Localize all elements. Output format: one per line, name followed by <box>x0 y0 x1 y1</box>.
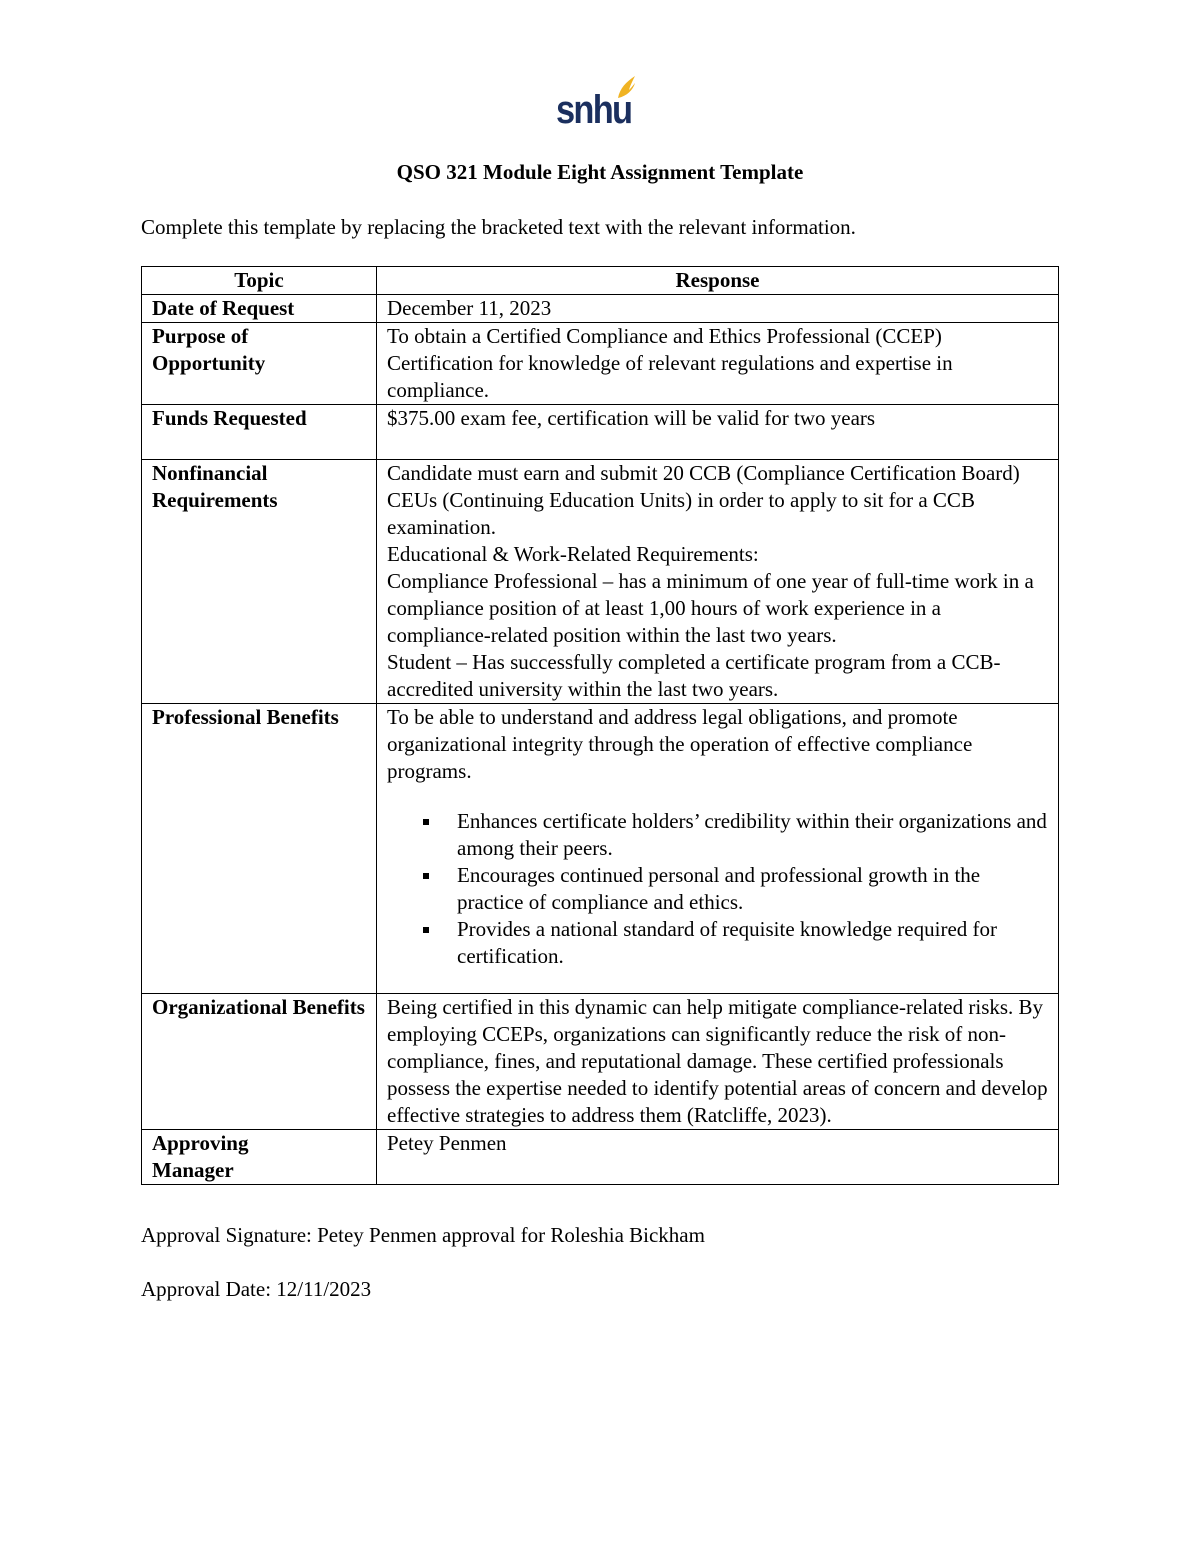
topic-cell: Nonfinancial Requirements <box>142 460 377 704</box>
list-item-text: Enhances certificate holders’ credibility within their organizations and among their peers. <box>457 809 1047 860</box>
response-cell <box>377 460 1059 704</box>
topic-cell: Date of Request <box>142 295 377 323</box>
square-bullet-icon <box>423 873 429 879</box>
response-cell: Petey Penmen <box>377 1130 1059 1185</box>
request-table <box>141 266 1059 1185</box>
logo-text: snhu <box>556 88 632 132</box>
response-cell: Being certified in this dynamic can help mitigate compliance-related risks. By employing CCEPs, organizations can significantly reduce the risk of non-compliance, fines, and reputational damage. These certified professionals possess the expertise needed to identify potential areas of concern and develop effective strategies to address them (Ratcliffe, 2023). <box>377 994 1059 1130</box>
instructions-text: Complete this template by replacing the bracketed text with the relevant information. <box>141 215 856 239</box>
approval-signature: Approval Signature: Petey Penmen approval for Roleshia Bickham <box>141 1223 705 1247</box>
table-row <box>142 1130 1059 1185</box>
list-item-text: Provides a national standard of requisite knowledge required for certification. <box>457 917 998 968</box>
table-header-row <box>142 267 1059 295</box>
table-row <box>142 994 1059 1130</box>
topic-cell: Funds Requested <box>142 405 377 460</box>
response-cell <box>377 704 1059 994</box>
header-topic: Topic <box>142 267 377 295</box>
table-row <box>142 460 1059 704</box>
requirement-line: Compliance Professional – has a minimum of one year of full-time work in a compliance position of at least 1,00 hours of work experience in a compliance-related position within the last two years. <box>387 569 1034 647</box>
list-item <box>457 862 1048 916</box>
topic-cell: Professional Benefits <box>142 704 377 994</box>
requirement-line: Educational & Work-Related Requirements: <box>387 542 759 566</box>
response-cell: December 11, 2023 <box>377 295 1059 323</box>
square-bullet-icon <box>423 819 429 825</box>
topic-cell: Organizational Benefits <box>142 994 377 1130</box>
topic-cell: Approving Manager <box>142 1130 377 1185</box>
square-bullet-icon <box>423 927 429 933</box>
table-row <box>142 405 1059 460</box>
list-item <box>457 916 1048 970</box>
list-item <box>457 808 1048 862</box>
benefits-list <box>387 808 1048 970</box>
approval-date: Approval Date: 12/11/2023 <box>141 1277 372 1301</box>
snhu-logo <box>556 74 640 132</box>
list-item-text: Encourages continued personal and professional growth in the practice of compliance and ethics. <box>457 863 981 914</box>
page-title: QSO 321 Module Eight Assignment Template <box>396 160 804 184</box>
requirement-line: Candidate must earn and submit 20 CCB (Compliance Certification Board) CEUs (Continuing Education Units) in order to apply to sit for a CCB examination. <box>387 461 1020 539</box>
requirement-line: Student – Has successfully completed a certificate program from a CCB-accredited university within the last two years. <box>387 650 1001 701</box>
benefits-intro: To be able to understand and address legal obligations, and promote organizational integrity through the operation of effective compliance programs. <box>387 705 973 783</box>
response-cell: To obtain a Certified Compliance and Ethics Professional (CCEP) Certification for knowledge of relevant regulations and expertise in compliance. <box>377 323 1059 405</box>
table-row <box>142 704 1059 994</box>
table-row <box>142 323 1059 405</box>
topic-cell: Purpose of Opportunity <box>142 323 377 405</box>
header-response: Response <box>377 267 1059 295</box>
response-cell: $375.00 exam fee, certification will be valid for two years <box>377 405 1059 460</box>
table-row <box>142 295 1059 323</box>
